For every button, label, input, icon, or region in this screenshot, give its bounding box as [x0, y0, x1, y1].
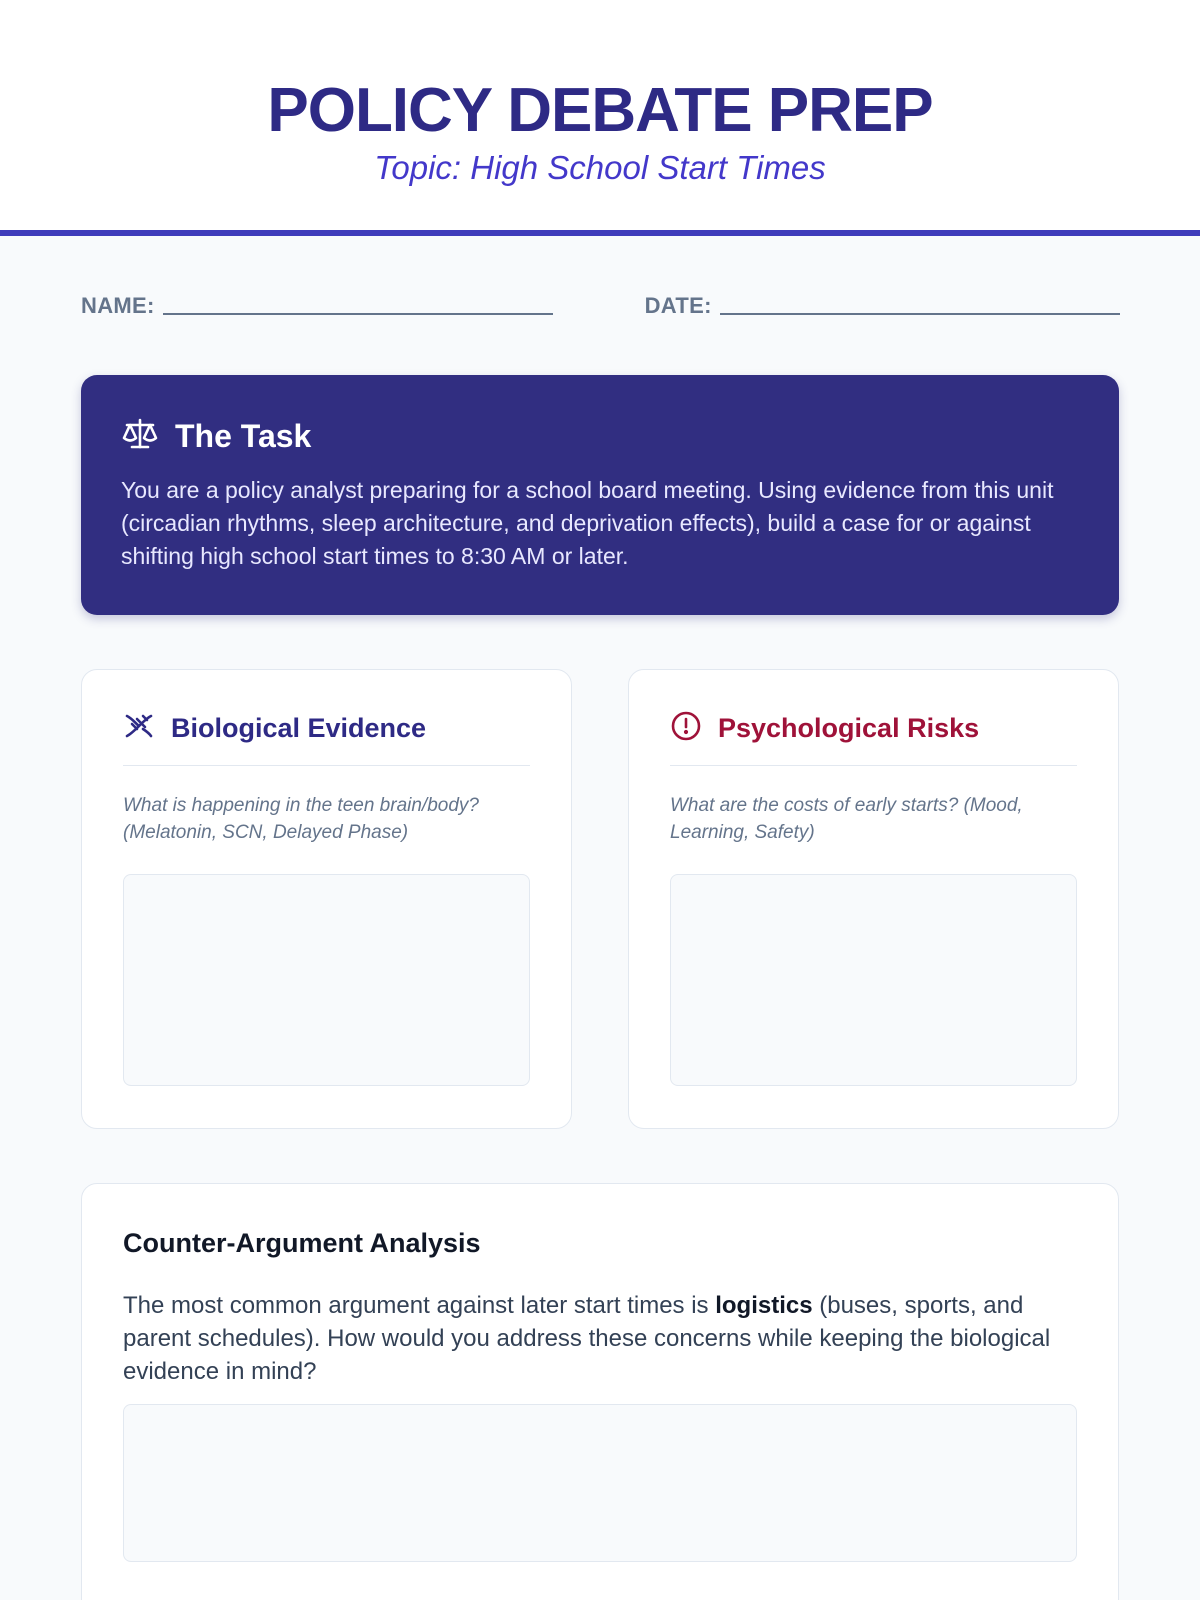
page-header: [0, 0, 1200, 236]
counter-text-before: The most common argument against later start times is: [123, 1292, 716, 1319]
card-title: Psychological Risks: [718, 713, 980, 743]
card-header: [123, 710, 530, 766]
date-field[interactable]: [645, 289, 1120, 319]
meta-row: [81, 289, 1119, 319]
scale-icon: [121, 417, 159, 456]
counter-answer-box[interactable]: [123, 1404, 1077, 1562]
psychological-risks-card: [628, 669, 1119, 1129]
task-title: The Task: [175, 418, 312, 454]
counter-text-after: (buses, sports, and parent schedules). How would you address these concerns while keeping the biological evidence in mind?: [123, 1292, 1051, 1385]
biological-evidence-card: [81, 669, 572, 1129]
page-title: POLICY DEBATE PREP: [267, 76, 933, 145]
task-description: You are a policy analyst preparing for a school board meeting. Using evidence from this unit (circadian rhythms, sleep architecture, and deprivation effects), build a case for or against shifting high school start times to 8:30 AM or later.: [121, 477, 1054, 569]
date-label: DATE:: [644, 293, 712, 318]
dna-icon: [123, 710, 155, 747]
name-blank-line[interactable]: [163, 313, 553, 315]
counter-prompt: [123, 1289, 1077, 1388]
task-panel: [81, 375, 1119, 615]
worksheet-body: [0, 236, 1200, 1600]
card-prompt: What are the costs of early starts? (Mood, Learning, Safety): [670, 795, 1023, 843]
biological-answer-box[interactable]: [123, 874, 530, 1086]
card-prompt: What is happening in the teen brain/body? (Melatonin, SCN, Delayed Phase): [123, 795, 479, 843]
psychological-answer-box[interactable]: [670, 874, 1077, 1086]
task-header: [121, 417, 1079, 456]
name-field[interactable]: [81, 289, 553, 319]
card-header: [670, 710, 1077, 766]
counter-argument-section: [81, 1183, 1119, 1600]
counter-title: Counter-Argument Analysis: [123, 1228, 481, 1258]
page-subtitle: Topic: High School Start Times: [374, 149, 826, 187]
card-title: Biological Evidence: [171, 713, 427, 743]
name-label: NAME:: [81, 293, 155, 318]
alert-circle-icon: [670, 710, 702, 747]
evidence-cards: [81, 669, 1119, 1129]
counter-text-bold: logistics: [715, 1292, 813, 1319]
date-blank-line[interactable]: [720, 313, 1120, 315]
